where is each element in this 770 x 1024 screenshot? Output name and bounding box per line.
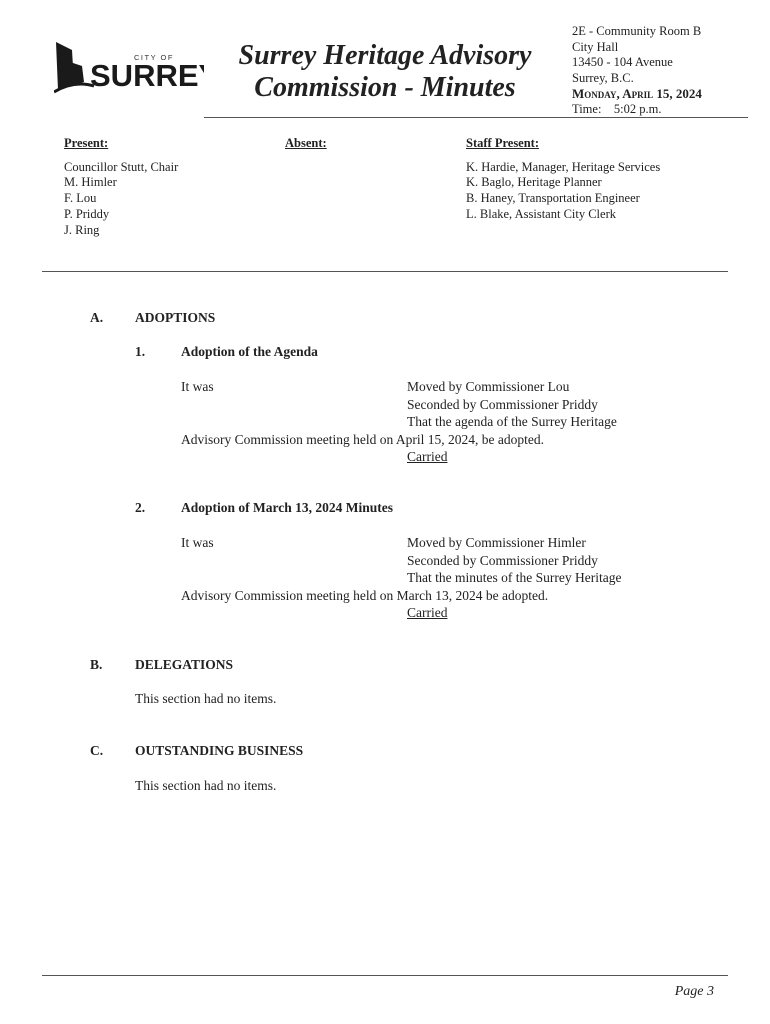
staff-member: K. Hardie, Manager, Heritage Services (466, 159, 661, 174)
logo-small-text: CITY OF (134, 53, 174, 62)
item-2-result: Carried (407, 605, 448, 620)
section-a-title: ADOPTIONS (135, 310, 216, 325)
item-1-seconded: Seconded by Commissioner Priddy (407, 396, 598, 412)
surrey-logo-mark-icon (54, 40, 204, 94)
present-member: Councillor Stutt, Chair (64, 159, 179, 174)
staff-member: K. Baglo, Heritage Planner (466, 175, 602, 190)
page-number: Page 3 (674, 984, 714, 999)
attendance-divider (42, 271, 728, 272)
present-member: P. Priddy (64, 206, 110, 221)
staff-member: L. Blake, Assistant City Clerk (466, 206, 616, 221)
location-line: 2E - Community Room B (572, 24, 702, 38)
meeting-date: Monday, April 15, 2024 (572, 86, 702, 101)
staff-column (466, 136, 660, 223)
item-1-moved: Moved by Commissioner Lou (407, 379, 570, 394)
item-2-seconded: Seconded by Commissioner Priddy (407, 552, 598, 568)
header-divider (204, 117, 748, 118)
section-b-title: DELEGATIONS (135, 657, 234, 672)
title-line-1: Surrey Heritage Advisory (238, 40, 532, 71)
item-2-motion-line-2: Advisory Commission meeting held on March 13, 2024 be adopted. (181, 587, 549, 603)
present-member: J. Ring (64, 222, 100, 237)
item-1-motion-line-1: That the agenda of the Surrey Heritage (407, 414, 617, 429)
section-b-note: This section had no items. (135, 691, 277, 706)
item-2-number: 2. (135, 500, 146, 515)
present-member: M. Himler (64, 175, 117, 190)
meeting-details (572, 24, 702, 117)
present-member: F. Lou (64, 191, 97, 206)
present-column (64, 136, 178, 238)
staff-member: B. Haney, Transportation Engineer (466, 191, 640, 206)
footer-divider (42, 975, 728, 976)
section-a-letter: A. (90, 310, 104, 325)
item-1-title: Adoption of the Agenda (181, 344, 318, 359)
item-1-number: 1. (135, 344, 146, 359)
staff-heading: Staff Present: (466, 136, 540, 150)
meeting-time (572, 102, 702, 118)
time-value: 5:02 p.m. (613, 101, 662, 116)
document-title (225, 40, 545, 104)
section-b-letter: B. (90, 657, 103, 672)
location-line: City Hall (572, 39, 619, 54)
item-2-motion-line-1: That the minutes of the Surrey Heritage (407, 570, 622, 585)
present-heading: Present: (64, 136, 109, 150)
item-1-motion-line-2: Advisory Commission meeting held on April 15, 2024, be adopted. (181, 431, 544, 447)
section-c-note: This section had no items. (135, 778, 277, 793)
item-1-it-was: It was (181, 379, 214, 394)
item-1-motion-block (407, 378, 617, 431)
title-line-2: Commission - Minutes (254, 72, 516, 103)
logo-text: SURRE (90, 58, 199, 93)
time-label: Time: (572, 101, 602, 116)
city-of-surrey-logo (54, 40, 204, 94)
section-c-letter: C. (90, 743, 104, 758)
section-c-title: OUTSTANDING BUSINESS (135, 743, 304, 758)
item-2-title: Adoption of March 13, 2024 Minutes (181, 500, 394, 515)
absent-column (285, 136, 327, 160)
location-line: 13450 - 104 Avenue (572, 55, 673, 69)
item-1-result: Carried (407, 449, 448, 464)
item-2-motion-block (407, 534, 621, 587)
item-2-it-was: It was (181, 535, 214, 550)
item-2-moved: Moved by Commissioner Himler (407, 535, 586, 550)
absent-heading: Absent: (285, 136, 327, 150)
location-line: Surrey, B.C. (572, 70, 634, 85)
